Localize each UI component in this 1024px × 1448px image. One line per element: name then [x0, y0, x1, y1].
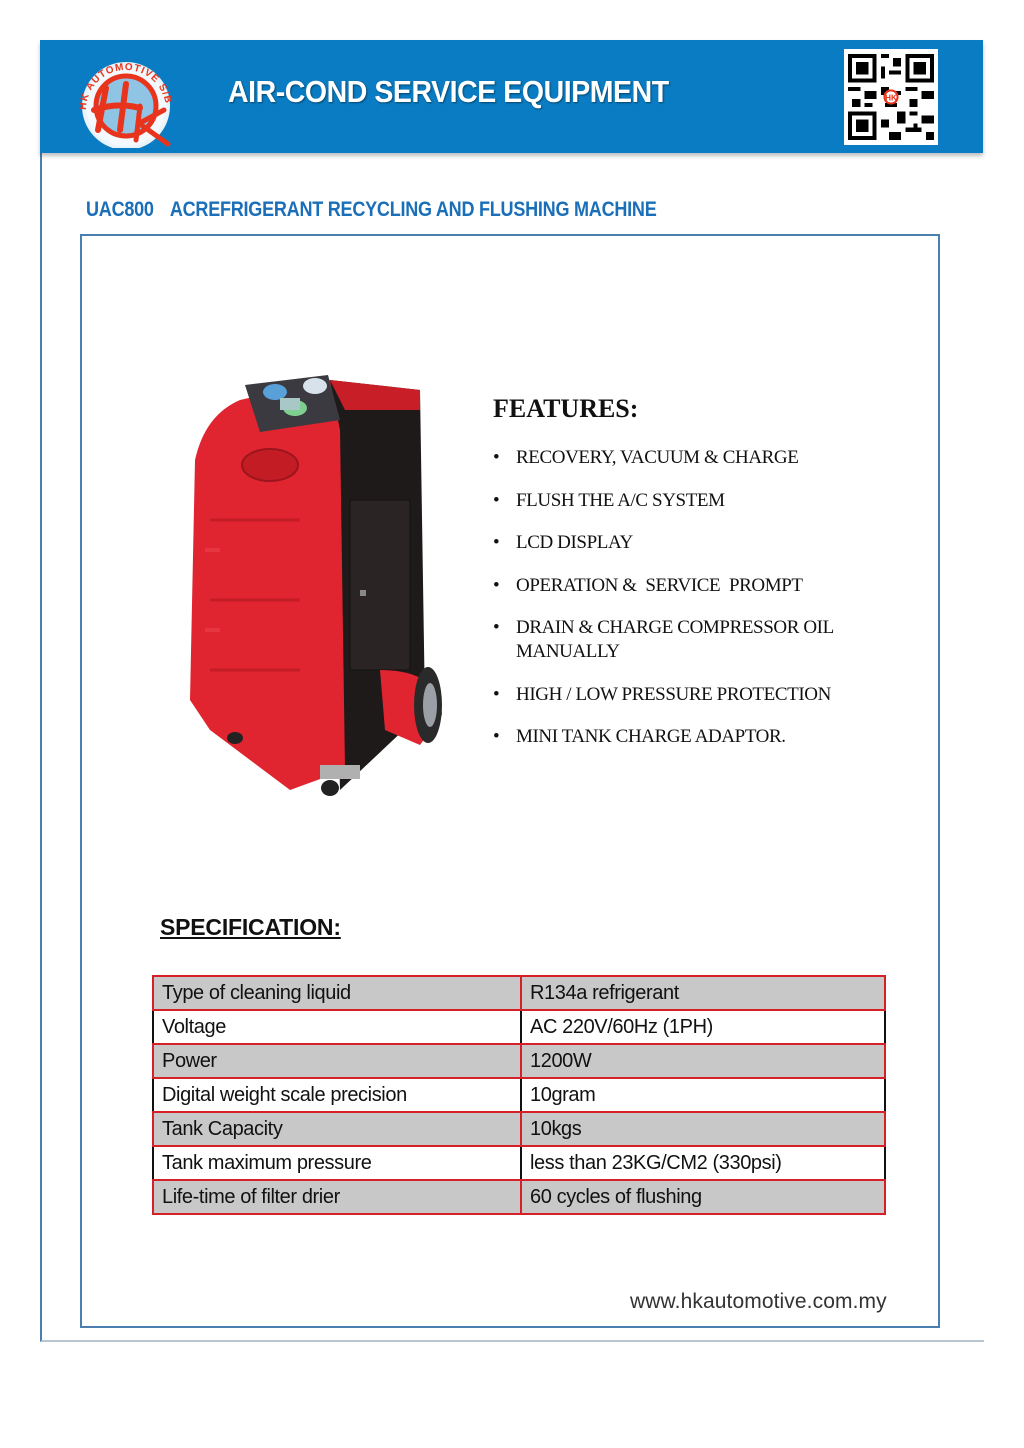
- svg-text:HK: HK: [885, 93, 897, 103]
- table-row: [153, 1044, 885, 1078]
- spec-value: 1200W: [521, 1044, 885, 1078]
- spec-label: Voltage: [153, 1010, 521, 1044]
- feature-item: [493, 531, 913, 555]
- features-list: [493, 446, 913, 749]
- bullet-icon: •: [493, 532, 500, 553]
- product-heading: [86, 198, 656, 222]
- spec-value: R134a refrigerant: [521, 976, 885, 1010]
- feature-item: [493, 683, 913, 707]
- table-row: [153, 976, 885, 1010]
- header-bar: [40, 40, 983, 153]
- spec-label: Type of cleaning liquid: [153, 976, 521, 1010]
- feature-item: [493, 725, 913, 749]
- table-row: [153, 1146, 885, 1180]
- spec-value: 10kgs: [521, 1112, 885, 1146]
- feature-text: DRAIN & CHARGE COMPRESSOR OIL MANUALLY: [516, 617, 834, 662]
- spec-label: Tank Capacity: [153, 1112, 521, 1146]
- bullet-icon: •: [493, 447, 500, 468]
- specification-title: SPECIFICATION:: [160, 914, 341, 940]
- spec-value: less than 23KG/CM2 (330psi): [521, 1146, 885, 1180]
- table-row: [153, 1078, 885, 1112]
- feature-text: OPERATION & SERVICE PROMPT: [516, 574, 803, 596]
- bullet-icon: •: [493, 726, 500, 747]
- feature-item: [493, 574, 913, 598]
- specification-table: [152, 975, 886, 1215]
- product-model: UAC800: [86, 198, 154, 221]
- table-row: [153, 1010, 885, 1044]
- spec-label: Life-time of filter drier: [153, 1180, 521, 1214]
- company-logo-icon: [68, 48, 188, 148]
- logo-arc-text: HK AUTOMOTIVE S/B: [77, 61, 174, 111]
- product-image: [180, 370, 450, 810]
- spec-value: 10gram: [521, 1078, 885, 1112]
- feature-item: [493, 446, 913, 470]
- feature-text: MINI TANK CHARGE ADAPTOR.: [516, 726, 786, 747]
- spec-value: 60 cycles of flushing: [521, 1180, 885, 1214]
- spec-value: AC 220V/60Hz (1PH): [521, 1010, 885, 1044]
- bullet-icon: •: [493, 489, 500, 511]
- spec-label: Tank maximum pressure: [153, 1146, 521, 1180]
- header-title: AIR-COND SERVICE EQUIPMENT: [228, 74, 669, 109]
- spec-label: Power: [153, 1044, 521, 1078]
- feature-item: [493, 616, 886, 664]
- table-row: [153, 1112, 885, 1146]
- feature-text: LCD DISPLAY: [516, 532, 633, 553]
- feature-text: RECOVERY, VACUUM & CHARGE: [516, 447, 799, 468]
- feature-text: FLUSH THE A/C SYSTEM: [516, 489, 725, 511]
- spec-label: Digital weight scale precision: [153, 1078, 521, 1112]
- table-row: [153, 1180, 885, 1214]
- bullet-icon: •: [493, 683, 500, 705]
- product-name: ACREFRIGERANT RECYCLING AND FLUSHING MACHINE: [169, 198, 657, 221]
- feature-text: HIGH / LOW PRESSURE PROTECTION: [516, 683, 831, 705]
- features-section: [493, 394, 913, 768]
- bullet-icon: •: [493, 617, 500, 638]
- feature-item: [493, 489, 913, 513]
- bullet-icon: •: [493, 574, 500, 596]
- features-title: FEATURES:: [493, 394, 639, 423]
- qr-code-icon[interactable]: [844, 49, 938, 145]
- website-link[interactable]: www.hkautomotive.com.my: [630, 1290, 887, 1313]
